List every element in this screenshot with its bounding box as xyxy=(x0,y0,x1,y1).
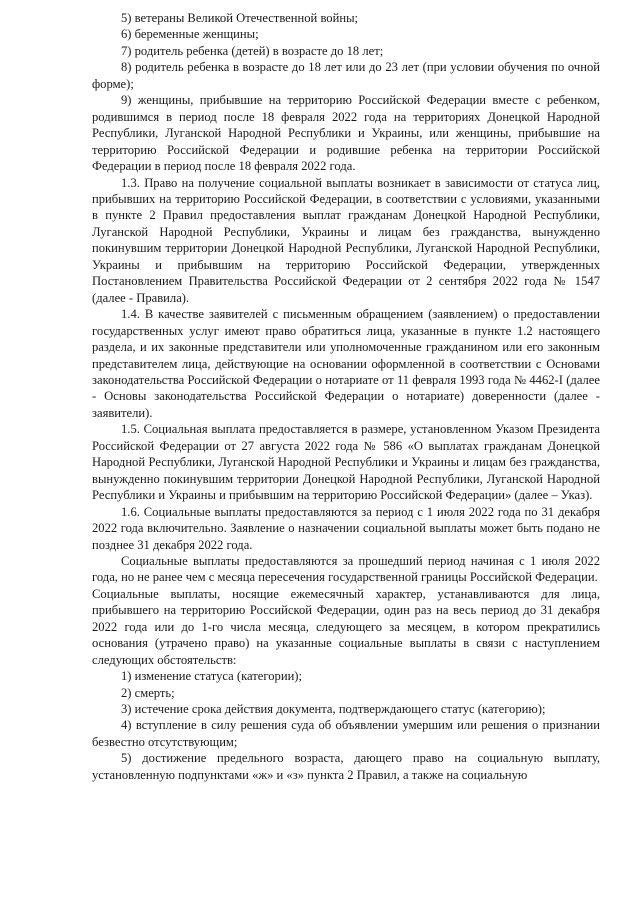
paragraph: 5) достижение предельного возраста, дающего право на социальную выплату, установленную подпунктами «ж» и «з» пункта 2 Правил, а также на социальную xyxy=(92,751,600,782)
paragraph: 2) смерть; xyxy=(121,685,175,700)
paragraph: 4) вступление в силу решения суда об объявлении умершим или решения о признании безвестно отсутствующим; xyxy=(92,718,600,749)
paragraph: 1.4. В качестве заявителей с письменным обращением (заявлением) о предоставлении государственных услуг имеют право обратиться лица, указанные в пункте 1.2 настоящего раздела, и их законные представители или уполномоченные гражданином или его законным представителем лица, действующие на основании оформленной в соответствии с Основами законодательства Российской Федерации о нотариате от 11 февраля 1993 года № 4462-I (далее - Основы законодательства Российской Федерации о нотариате) доверенности (далее - заявители). xyxy=(92,307,600,420)
paragraph: Социальные выплаты, носящие ежемесячный характер, устанавливаются для лица, прибывшего на территорию Российской Федерации, один раз на весь период до 31 декабря 2022 года или до 1-го числа месяца, следующего за месяцем, в котором прекратились основания (утрачено право) на указанные социальные выплаты в связи с наступлением следующих обстоятельств: xyxy=(92,586,600,667)
document-body xyxy=(92,10,600,783)
paragraph: 8) родитель ребенка в возрасте до 18 лет или до 23 лет (при условии обучения по очной форме); xyxy=(92,60,600,91)
paragraph: 7) родитель ребенка (детей) в возрасте до 18 лет; xyxy=(121,43,384,58)
paragraph: 6) беременные женщины; xyxy=(121,27,259,42)
paragraph: 5) ветераны Великой Отечественной войны; xyxy=(121,11,359,25)
paragraph: 1.5. Социальная выплата предоставляется в размере, установленном Указом Президента Российской Федерации от 27 августа 2022 года № 586 «О выплатах гражданам Донецкой Народной Республики, Луганской Народной Республики и Украины и лицам без гражданства, вынужденно покинувшим территории Донецкой Народной Республики, Луганской Народной Республики и Украины и прибывшим на территорию Российской Федерации» (далее – Указ). xyxy=(92,422,600,503)
paragraph: 1.3. Право на получение социальной выплаты возникает в зависимости от статуса лиц, прибывших на территорию Российской Федерации, в соответствии с условиями, указанными в пункте 2 Правил предоставления выплат гражданам Донецкой Народной Республики, Луганской Народной Республики, Украины и лицам без гражданства, вынужденно покинувшим территории Донецкой Народной Республики, Луганской Народной Республики, Украины и прибывшим на территорию Российской Федерации, утвержденных Постановлением Правительства Российской Федерации от 2 сентября 2022 года № 1547 (далее - Правила). xyxy=(92,175,600,305)
paragraph: 1) изменение статуса (категории); xyxy=(121,669,303,684)
paragraph: 1.6. Социальные выплаты предоставляются за период с 1 июля 2022 года по 31 декабря 2022 года включительно. Заявление о назначении социальной выплаты может быть подано не позднее 31 декабря 2022 года. xyxy=(92,504,600,552)
paragraph: Социальные выплаты предоставляются за прошедший период начиная с 1 июля 2022 года, но не ранее чем с месяца пересечения государственной границы Российской Федерации. xyxy=(92,553,600,585)
paragraph: 9) женщины, прибывшие на территорию Российской Федерации вместе с ребенком, родившимся в период после 18 февраля 2022 года на территориях Донецкой Народной Республики, Луганской Народной Республики и Украины, или женщины, прибывшие на территорию Российской Федерации и родившие ребенка на территории Российской Федерации в период после 18 февраля 2022 года. xyxy=(92,93,600,174)
paragraph: 3) истечение срока действия документа, подтверждающего статус (категорию); xyxy=(121,702,546,717)
